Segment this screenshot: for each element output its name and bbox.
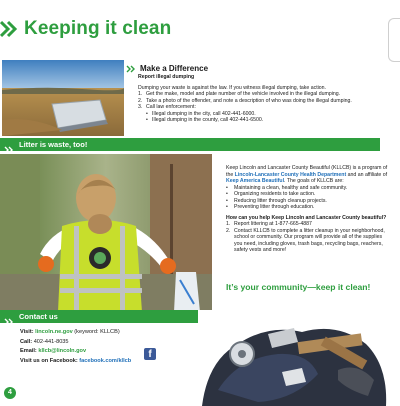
facebook-link[interactable]: facebook.com/kllcb bbox=[79, 357, 132, 364]
volunteer-photo bbox=[0, 154, 212, 312]
phone-number[interactable]: 402-441-8035 bbox=[33, 338, 69, 345]
page-number: 4 bbox=[4, 387, 16, 399]
list-item: • Reducing litter through cleanup projects. bbox=[226, 197, 327, 204]
contact-call-row: Call: 402-441-8035 bbox=[20, 338, 69, 345]
list-item: 3. Call law enforcement: bbox=[138, 104, 196, 110]
illegal-dumping-block bbox=[138, 74, 394, 124]
list-item: 2. Take a photo of the offender, and note a description of who was doing the illegal dumping. bbox=[138, 97, 352, 104]
list-item: • Organizing residents to take action. bbox=[226, 191, 316, 197]
help-heading: How can you help Keep Lincoln and Lancaster County beautiful? bbox=[226, 214, 387, 221]
contact-section-label: Contact us bbox=[19, 312, 58, 321]
double-chevron-right-icon bbox=[0, 19, 20, 39]
illegal-dumping-intro: Dumping your waste is against the law. If you witness illegal dumping, take action. bbox=[138, 84, 327, 91]
contact-facebook-row: Visit us on Facebook: facebook.com/kllcb bbox=[20, 357, 132, 364]
list-item: 1. Get the make, model and plate number of the vehicle involved in the illegal dumping. bbox=[138, 91, 341, 97]
facebook-icon[interactable]: f bbox=[144, 348, 156, 360]
contact-block bbox=[20, 328, 131, 366]
list-item: • Preventing litter through education. bbox=[226, 204, 315, 210]
health-dept-link[interactable]: Lincoln-Lancaster County Health Department bbox=[234, 171, 347, 178]
kab-link[interactable]: Keep America Beautiful bbox=[226, 178, 285, 184]
list-item: • Illegal dumping in the city, call 402-441-6000. bbox=[146, 110, 256, 117]
kllcb-intro: Keep Lincoln and Lancaster County Beautiful (KLLCB) is a program of the Lincoln-Lancaster County Health Department and an affiliate of Keep America Beautiful. The goals of KLLCB are: bbox=[226, 165, 388, 184]
list-item: 1. Report littering at 1-877-665-4887 bbox=[226, 221, 312, 227]
kllcb-block bbox=[226, 165, 390, 254]
page-title-row bbox=[0, 14, 171, 44]
page-title: Keeping it clean bbox=[24, 18, 172, 39]
slogan: It’s your community—keep it clean! bbox=[226, 282, 371, 292]
illegal-dumping-photo bbox=[2, 60, 124, 136]
chevron-right-icon bbox=[4, 313, 14, 321]
list-item: • Maintaining a clean, healthy and safe community. bbox=[226, 184, 348, 191]
list-item: • Illegal dumping in the county, call 402-441-6500. bbox=[146, 117, 264, 123]
make-difference-heading bbox=[126, 64, 208, 73]
chevron-right-icon bbox=[126, 65, 136, 73]
litter-section-label: Litter is waste, too! bbox=[19, 140, 88, 149]
contact-visit-row: Visit: lincoln.ne.gov (keyword: KLLCB) bbox=[20, 329, 120, 335]
page-corner-tab bbox=[388, 18, 400, 62]
chevron-right-icon bbox=[4, 141, 14, 149]
litter-section-band bbox=[0, 138, 380, 151]
website-link[interactable]: lincoln.ne.gov bbox=[35, 329, 73, 335]
make-difference-heading-text: Make a Difference bbox=[140, 64, 209, 73]
contact-email-row: Email: kllcb@lincoln.gov bbox=[20, 348, 87, 354]
list-item: 2. Contact KLLCB to complete a litter cleanup in your neighborhood, school or community. Our program will provide all of the supplies you need, including gloves, trash bags, recycling bags, reachers, safety vests and more! bbox=[226, 227, 385, 253]
illegal-dumping-subheading: Report illegal dumping bbox=[138, 74, 195, 80]
email-link[interactable]: kllcb@lincoln.gov bbox=[38, 348, 87, 354]
trash-pile-photo bbox=[198, 310, 390, 406]
